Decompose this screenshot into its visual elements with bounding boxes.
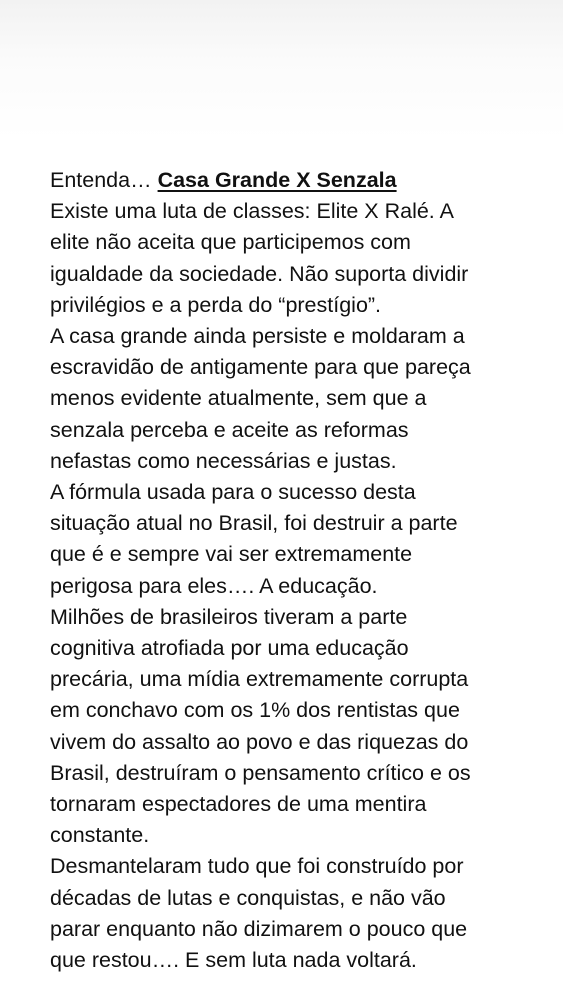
text-line: cognitiva atrofiada por uma educação <box>50 636 409 661</box>
text-line: Desmantelaram tudo que foi construído por <box>50 854 464 879</box>
text-line: precária, uma mídia extremamente corrupta <box>50 667 469 692</box>
document-body <box>50 165 550 976</box>
text-line: Milhões de brasileiros tiveram a parte <box>50 604 408 629</box>
intro-text: Entenda… <box>50 168 158 192</box>
text-line: constante. <box>50 823 150 848</box>
text-line: A fórmula usada para o sucesso desta <box>50 480 416 505</box>
text-line: Existe uma luta de classes: Elite X Ralé. A <box>50 199 454 224</box>
text-line: menos evidente atualmente, sem que a <box>50 386 427 411</box>
document-title: Casa Grande X Senzala <box>157 168 397 192</box>
text-line: que restou…. E sem luta nada voltará. <box>50 948 417 973</box>
text-line: A casa grande ainda persiste e moldaram a <box>50 324 465 349</box>
text-line: que é e sempre vai ser extremamente <box>50 542 413 567</box>
text-line: parar enquanto não dizimarem o pouco que <box>50 916 468 941</box>
text-line: elite não aceita que participemos com <box>50 230 411 255</box>
text-line: tornaram espectadores de uma mentira <box>50 792 427 817</box>
text-line: décadas de lutas e conquistas, e não vão <box>50 885 446 910</box>
text-line: Brasil, destruíram o pensamento crítico e os <box>50 760 471 785</box>
text-line: escravidão de antigamente para que pareça <box>50 355 471 380</box>
text-line: privilégios e a perda do “prestígio”. <box>50 292 382 317</box>
text-line: vivem do assalto ao povo e das riquezas do <box>50 729 469 754</box>
text-line: igualdade da sociedade. Não suporta dividir <box>50 261 469 286</box>
text-line: situação atual no Brasil, foi destruir a parte <box>50 511 458 536</box>
text-line: em conchavo com os 1% dos rentistas que <box>50 698 460 723</box>
text-line: senzala perceba e aceite as reformas <box>50 417 409 442</box>
text-line: perigosa para eles…. A educação. <box>50 573 378 598</box>
text-line: nefastas como necessárias e justas. <box>50 448 397 473</box>
heading-line <box>50 165 550 196</box>
